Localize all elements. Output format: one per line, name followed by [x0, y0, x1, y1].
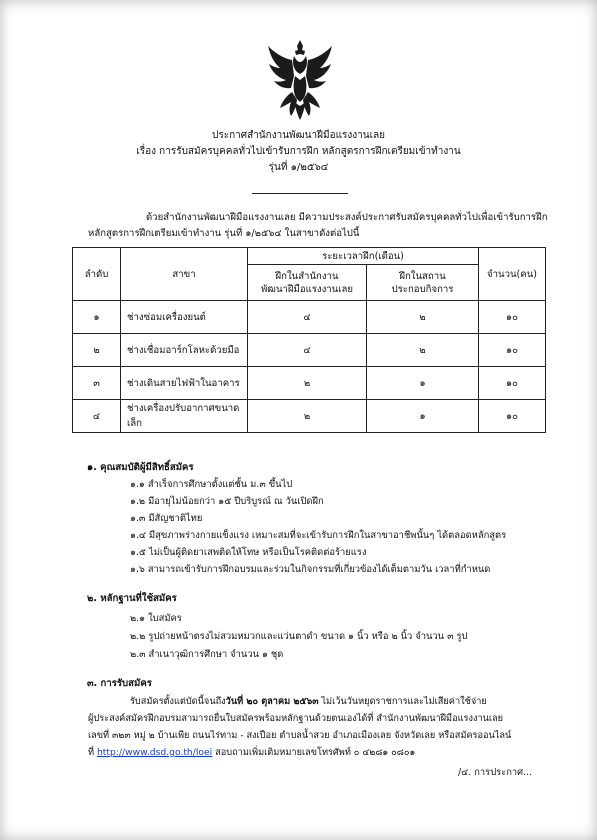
header-duration: ระยะเวลาฝึก(เดือน): [248, 248, 479, 265]
header-branch: สาขา: [121, 248, 248, 301]
header-at-office: [248, 265, 367, 301]
cell-order: ๓: [73, 367, 121, 400]
section-2-item: ๒.๒ รูปถ่ายหน้าตรงไม่สวมหมวกและแว่นตาดำ ขนาด ๑ นิ้ว หรือ ๒ นิ้ว จำนวน ๓ รูป: [130, 631, 468, 642]
cell-branch: ช่างเชื่อมอาร์กโลหะด้วยมือ: [121, 334, 248, 367]
continuation-note: /๔. การประกาศ...: [458, 767, 533, 778]
header-at-office-line-1: ฝึกในสำนักงาน: [275, 270, 339, 282]
section-3-line-4: [88, 746, 415, 760]
section-1-item: ๑.๔ มีสุขภาพร่างกายแข็งแรง เหมาะสมที่จะเข้ารับการฝึกในสาขาอาชีพนั้นๆ ได้ตลอดหลักสูตร: [130, 530, 507, 541]
cell-branch: ช่างซ่อมเครื่องยนต์: [121, 301, 248, 334]
section-1-item: ๑.๓ มีสัญชาติไทย: [130, 513, 203, 524]
title-divider: [252, 193, 348, 194]
section-3-line-4-post: สอบถามเพิ่มเติมหมายเลขโทรศัพท์ ๐ ๔๒๘๑ ๐๘๐๑: [212, 747, 416, 758]
section-3-title: ๓. การรับสมัคร: [87, 678, 152, 689]
section-2-title: ๒. หลักฐานที่ใช้สมัคร: [87, 593, 177, 604]
courses-table: [72, 247, 546, 433]
cell-office-months: ๒: [248, 400, 367, 433]
header-order: ลำดับ: [73, 248, 121, 301]
cell-branch: ช่างเครื่องปรับอากาศขนาดเล็ก: [121, 400, 248, 433]
table-row: [73, 334, 546, 367]
announcement-title: ประกาศสำนักงานพัฒนาฝีมือแรงงานเลย: [211, 130, 386, 141]
section-3-line-2: ผู้ประสงค์สมัครฝึกอบรมสามารถยื่นใบสมัครพร้อมหลักฐานด้วยตนเองได้ที่ สำนักงานพัฒนาฝีมือแรงงานเลย: [88, 713, 504, 724]
announcement-subject: เรื่อง การรับสมัครบุคคลทั่วไปเข้ารับการฝึก หลักสูตรการฝึกเตรียมเข้าทำงาน: [136, 146, 461, 157]
garuda-emblem-icon: [264, 36, 336, 122]
table-row: [73, 301, 546, 334]
section-1-title: ๑. คุณสมบัติผู้มีสิทธิ์สมัคร: [87, 462, 194, 473]
section-3-line-3: เลขที่ ๓๒๓ หมู่ ๒ บ้านเพีย ถนนไร่ทาม - สงเปือย ตำบลน้ำสวย อำเภอเมืองเลย จังหวัดเลย หรือสมัครออนไลน์: [88, 730, 512, 741]
cell-company-months: ๑: [367, 400, 479, 433]
table-row: [73, 367, 546, 400]
section-3-line-1-post: ไม่เว้นวันหยุดราชการและไม่เสียค่าใช้จ่าย: [318, 696, 487, 707]
intro-line-1: ด้วยสำนักงานพัฒนาฝีมือแรงงานเลย มีความประสงค์ประกาศรับสมัครบุคคลทั่วไปเพื่อเข้ารับการฝึก: [146, 212, 548, 223]
section-3-line-1-pre: รับสมัครตั้งแต่บัดนี้จนถึง: [130, 696, 226, 707]
cell-company-months: ๒: [367, 334, 479, 367]
section-3-deadline: วันที่ ๒๐ ตุลาคม ๒๕๖๓: [225, 696, 319, 707]
intro-line-2: หลักสูตรการฝึกเตรียมเข้าทำงาน รุ่นที่ ๑/๒๕๖๔ ในสาขาดังต่อไปนี้: [88, 228, 360, 239]
section-3-line-4-pre: ที่: [88, 747, 97, 758]
cell-company-months: ๑: [367, 367, 479, 400]
cell-office-months: ๔: [248, 301, 367, 334]
cell-office-months: ๔: [248, 334, 367, 367]
header-amount: จำนวน(คน): [479, 248, 546, 301]
cell-company-months: ๒: [367, 301, 479, 334]
section-1-item: ๑.๖ สามารถเข้ารับการฝึกอบรมและร่วมในกิจกรรมที่เกี่ยวข้องได้เต็มตามวัน เวลาที่กำหนด: [130, 564, 491, 575]
cell-amount: ๑๐: [479, 301, 546, 334]
cell-amount: ๑๐: [479, 367, 546, 400]
table-row: [73, 400, 546, 433]
header-at-company-line-1: ฝึกในสถาน: [399, 270, 446, 282]
cell-amount: ๑๐: [479, 334, 546, 367]
section-2-item: ๒.๓ สำเนาวุฒิการศึกษา จำนวน ๑ ชุด: [130, 649, 284, 660]
announcement-batch: รุ่นที่ ๑/๒๕๖๔: [268, 162, 329, 173]
dsd-loei-link[interactable]: http://www.dsd.go.th/loei: [96, 747, 213, 758]
section-3-line-1: [130, 695, 487, 709]
cell-order: ๔: [73, 400, 121, 433]
cell-amount: ๑๐: [479, 400, 546, 433]
section-1-item: ๑.๒ มีอายุไม่น้อยกว่า ๑๕ ปีบริบูรณ์ ณ วันเปิดฝึก: [130, 496, 324, 507]
header-at-office-line-2: พัฒนาฝีมือแรงงานเลย: [260, 283, 354, 295]
header-at-company-line-2: ประกอบกิจการ: [391, 283, 454, 295]
section-1-item: ๑.๑ สำเร็จการศึกษาตั้งแต่ชั้น ม.๓ ขึ้นไป: [130, 479, 293, 490]
cell-order: ๑: [73, 301, 121, 334]
header-at-company: [367, 265, 479, 301]
cell-order: ๒: [73, 334, 121, 367]
section-2-item: ๒.๑ ใบสมัคร: [130, 613, 182, 624]
cell-branch: ช่างเดินสายไฟฟ้าในอาคาร: [121, 367, 248, 400]
cell-office-months: ๒: [248, 367, 367, 400]
section-1-item: ๑.๕ ไม่เป็นผู้ติดยาเสพติดให้โทษ หรือเป็นโรคติดต่อร้ายแรง: [130, 547, 367, 558]
